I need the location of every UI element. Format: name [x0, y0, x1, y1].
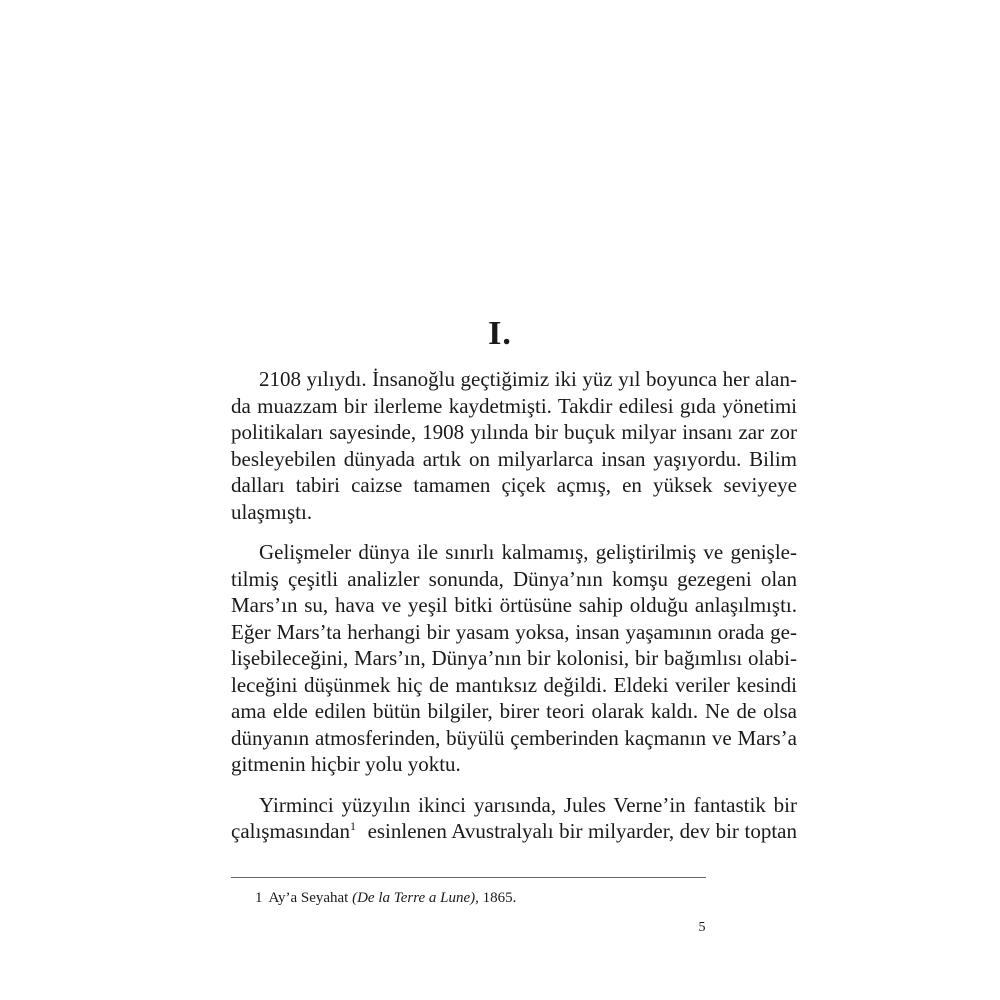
- text-segment: çalışmasından: [231, 819, 350, 843]
- text-line: [231, 818, 797, 845]
- paragraph-2: [231, 539, 797, 778]
- footnote-divider: [231, 877, 706, 878]
- text-line: da muazzam bir ilerleme kaydetmişti. Takdir edilesi gıda yönetimi: [231, 393, 797, 418]
- page-number: 5: [698, 920, 706, 935]
- text-line: besleyebilen dünyada artık on milyarlarca insan yaşıyordu. Bilim: [231, 446, 797, 471]
- chapter-title: I.: [488, 315, 512, 352]
- text-line: ulaşmıştı.: [231, 499, 313, 524]
- text-line: Eğer Mars’ta herhangi bir yasam yoksa, insan yaşamının orada ge-: [231, 619, 797, 644]
- footnote: [255, 888, 516, 908]
- text-line: dünyanın atmosferinden, büyülü çemberinden kaçmanın ve Mars’a: [231, 725, 797, 750]
- paragraph-1: [231, 366, 797, 525]
- text-line: ama elde edilen bütün bilgiler, birer teori olarak kaldı. Ne de olsa: [231, 699, 797, 723]
- footnote-original-title: (De la Terre a Lune): [352, 890, 476, 906]
- text-line: 2108 yılıydı. İnsanoğlu geçtiğimiz iki yüz yıl boyunca her alan-: [259, 367, 797, 391]
- footnote-text: Ay’a Seyahat: [268, 890, 353, 906]
- text-line: dalları tabiri caizse tamamen çiçek açmış, en yüksek seviyeye: [231, 473, 797, 497]
- text-line: politikaları sayesinde, 1908 yılında bir buçuk milyar insanı zar zor: [231, 420, 797, 444]
- text-line: Yirminci yüzyılın ikinci yarısında, Jules Verne’in fantastik bir: [259, 792, 797, 817]
- footnote-year: , 1865.: [475, 890, 517, 906]
- text-line: gitmenin hiçbir yolu yoktu.: [231, 752, 461, 776]
- footnote-number: 1: [255, 890, 263, 906]
- text-segment: esinlenen Avustralyalı bir milyarder, dev bir toptan: [367, 819, 798, 843]
- text-line: tilmiş çeşitli analizler sonunda, Dünya’nın komşu gezegeni olan: [231, 566, 797, 591]
- paragraph-3: [231, 792, 797, 845]
- text-line: lişebileceğini, Mars’ın, Dünya’nın bir kolonisi, bir bağımlısı olabi-: [231, 646, 797, 670]
- text-line: Mars’ın su, hava ve yeşil bitki örtüsüne sahip olduğu anlaşılmıştı.: [231, 593, 797, 617]
- text-line: leceğini düşünmek hiç de mantıksız değildi. Eldeki veriler kesindi: [231, 672, 797, 697]
- body-text: [231, 366, 797, 845]
- footnote-reference[interactable]: 1: [349, 819, 356, 833]
- text-line: Gelişmeler dünya ile sınırlı kalmamış, geliştirilmiş ve genişle-: [259, 540, 797, 564]
